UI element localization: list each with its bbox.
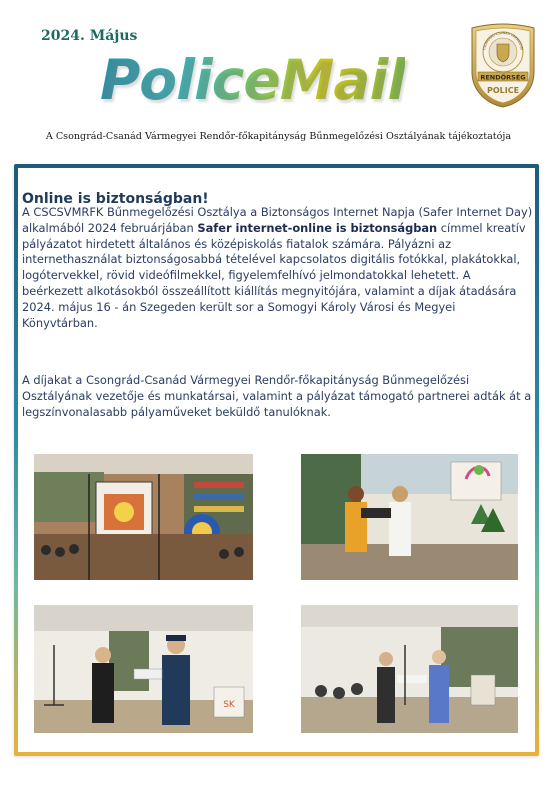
article-paragraph-1 — [22, 205, 534, 331]
article-heading: Online is biztonságban! — [22, 191, 209, 207]
award-handover-photo-2 — [301, 605, 518, 733]
police-officer-award-photo — [34, 605, 253, 733]
newsletter-subtitle: A Csongrád-Csanád Vármegyei Rendőr-főkapitányság Bűnmegelőzési Osztályának tájékoztatója — [45, 131, 512, 142]
badge-bottom-text: POLICE — [486, 86, 520, 95]
exhibition-hall-photo — [34, 454, 253, 580]
police-badge-logo — [470, 22, 536, 108]
article-paragraph-2: A díjakat a Csongrád-Csanád Vármegyei Rendőr-főkapitányság Bűnmegelőzési Osztályának vezetője és munkatársai, valamint a pályázat támogató partnerei adták át a legszínvonalasabb pályaműveket beküldő tanulóknak. — [22, 373, 532, 419]
issue-date: 2024. Május — [41, 28, 138, 44]
p1-text-a: A CSCSVMRFK Bűnmegelőzési Osztálya a Biztonságos Internet Napja (Safer Internet Day) alkalmából 2024 februárjában — [22, 205, 533, 235]
svg-text:SK: SK — [223, 700, 235, 710]
award-handover-photo-1 — [301, 454, 518, 580]
p1-bold-title: Safer internet-online is biztonságban — [197, 220, 438, 235]
badge-ring-text: CSONGRÁD-CSANÁD VÁRMEGYEI — [482, 30, 524, 51]
p1-text-b: címmel kreatív pályázatot hirdetett általános és középiskolás fiatalok számára. Pályázni az internethasználat biztonságosabbá tételével kapcsolatos digitális fotókkal, plakátokkal, logótervekkel, rövid videófilmekkel, figyelemfelhívó jelmondatokkal lehetett. A beérkezett alkotásokból összeállított kiállítás megnyitójára, valamint a díjak átadására 2024. május 16 - án Szegeden került sor a Somogyi Károly Városi és Megyei Könyvtárban. — [22, 220, 526, 330]
newsletter-title: PoliceMail — [100, 48, 406, 112]
badge-banner-text: RENDŐRSÉG — [480, 73, 526, 82]
